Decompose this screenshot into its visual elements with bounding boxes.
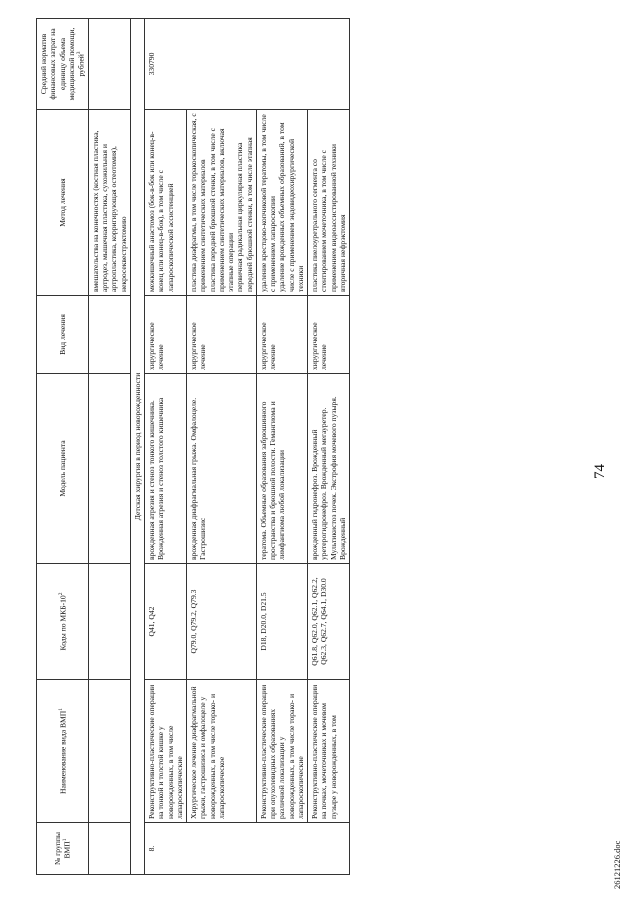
group-number: 8.: [145, 823, 187, 875]
treatment-method: [187, 110, 257, 296]
continuation-row: [88, 19, 130, 875]
header-method: Метод лечения: [37, 110, 89, 296]
method-item: пластика передней брюшной стенки, в том числе с применением синтетических материалов, включая этапные операции: [207, 128, 236, 292]
page-number: 74: [592, 464, 608, 479]
method-item: удаление врожденных объемных образований, в том числе с применением эндовидеохирургической техники: [277, 122, 305, 292]
header-type: Вид лечения: [37, 296, 89, 374]
table-row: [256, 19, 307, 875]
vmp-table: [36, 18, 350, 875]
table-row: [308, 19, 350, 875]
treatment-type: хирургическое лечение: [256, 296, 307, 374]
header-model: Модель пациента: [37, 374, 89, 564]
table-row: [145, 19, 187, 875]
treatment-type: хирургическое лечение: [308, 296, 350, 374]
method-item: пластика диафрагмы, в том числе торакоскопическая, с применением синтетических материалов: [189, 113, 208, 292]
header-name: Наименование вида ВМП$^1$: [37, 680, 89, 823]
cost-value: 330790: [145, 19, 187, 110]
table-row: [187, 19, 257, 875]
treatment-method: [308, 110, 350, 296]
continuation-method: вмешательства на конечностях (костная пластика, артродез, мышечная пластика, сухожильная и артропластика, корригирующая остеотомия), некросеквестрэктомию: [88, 110, 130, 296]
icd-codes: Q79.0, Q79.2, Q79.3: [187, 564, 257, 680]
vmp-name: Хирургическое лечение диафрагмальной грыжи, гастрошизиса и омфалоцеле у новорожденных, в том числе торако- и лапароскопическое: [187, 680, 257, 823]
method-item: пластика пиелоуретрального сегмента со стентированием мочеточника, в том числе с применением видеоассистированной техники: [310, 144, 338, 292]
patient-model: врожденная диафрагмальная грыжа. Омфалоцеле. Гастрошизис: [187, 374, 257, 564]
section-row: [130, 19, 144, 875]
method-item: удаление крестцово-копчиковой тератомы, в том числе с применением лапароскопии: [258, 114, 278, 292]
icd-codes: Q41, Q42: [145, 564, 187, 680]
section-title: Детская хирургия в период новорожденности: [130, 19, 144, 875]
icd-codes: Q61.8, Q62.0, Q62.1, Q62.2, Q62.3, Q62.7, Q64.1, D30.0: [308, 564, 350, 680]
patient-model: врожденный гидронефроз. Врожденный уретерогидронефроз. Врожденный мегауретер. Мультикистоз почек. Экстрофия мочевого пузыря. Врожденный: [308, 374, 350, 564]
document-footer: 26121226.doc: [612, 840, 622, 889]
vmp-name: Реконструктивно-пластические операции при опухолевидных образованиях различной локализации у новорожденных, в том числе торако- и лапароскопические: [256, 680, 307, 823]
treatment-method: межкишечный анастомоз (бок-в-бок или конец-в-конец или конец-в-бок), в том числе с лапароскопической ассистенцией: [145, 110, 187, 296]
patient-model: тератома. Объемные образования забрюшинного пространства и брюшной полости. Гемангиома и лимфангиома любой локализации: [256, 374, 307, 564]
header-group: № группы ВМП$^1$: [37, 823, 89, 875]
icd-codes: D18, D20.0, D21.5: [256, 564, 307, 680]
patient-model: врожденная атрезия и стеноз тонкого кишечника. Врожденная атрезия и стеноз толстого кишечника: [145, 374, 187, 564]
method-item: первичная радикальная циркулярная пластика передней брюшной стенки, в том числе этапная: [235, 137, 254, 292]
vmp-name: Реконструктивно-пластические операции на тонкой и толстой кишке у новорожденных, в том числе лапароскопические: [145, 680, 187, 823]
vmp-name: Реконструктивно-пластические операции на почках, мочеточниках и мочевом пузыре у новорожденных, в том: [308, 680, 350, 823]
header-codes: Коды по МКБ-$10^2$: [37, 564, 89, 680]
method-item: вторичная нефрэктомия: [337, 214, 347, 292]
header-cost: Средний норматив финансовых затрат на единицу объема медицинской помощи, рублей$^3$: [37, 19, 89, 110]
table-header-row: [37, 19, 89, 875]
treatment-type: хирургическое лечение: [145, 296, 187, 374]
treatment-method: [256, 110, 307, 296]
treatment-type: хирургическое лечение: [187, 296, 257, 374]
